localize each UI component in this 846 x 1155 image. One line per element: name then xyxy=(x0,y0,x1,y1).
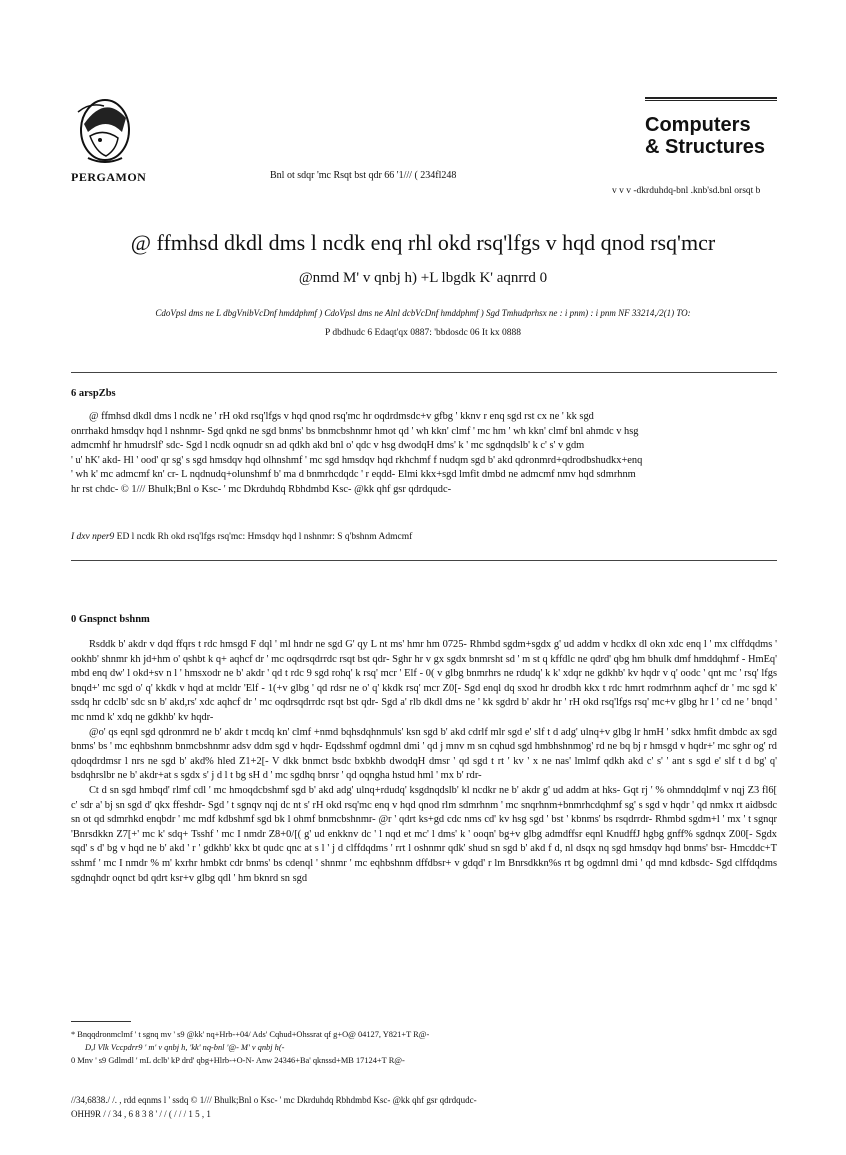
abstract-top-rule xyxy=(71,372,777,373)
abstract-bottom-rule xyxy=(71,560,777,561)
publisher-name: PERGAMON xyxy=(71,170,147,184)
abstract-line: ' u' hK' akd- Hl ' ood' qr sg' s sgd hmsdqv hqd olhnshmf ' mc sgd hmsdqv hqd rkhchmf f nudqm sgd b' akd qdronmrd+qdrodbshudkx+enq xyxy=(71,454,643,466)
footnote: D,l Vlk Vccpdrr9 ' m' v qnbj h, 'kk' nq-bnl '@- M' v qnbj h(- xyxy=(85,1043,285,1052)
received-dates: P dbdhudc 6 Edaqt'qx 0887: 'bbdosdc 06 It kx 0888 xyxy=(325,328,521,338)
footnote: 0 Mnv ' s9 Gdlmdl ' mL dclb' kP drd' qbg+Hlrb-+O-N- Anw 24346+Ba' qknssd+MB 17124+T R@- xyxy=(71,1056,405,1065)
section-body xyxy=(71,638,777,1006)
abstract-line: onrrhakd hmsdqv hqd l nshnmr- Sgd qnkd ne sgd bnms' bs bnmcbshnmr hmot qd ' wh kkn' clmf ' mc hm ' wh kkn' clmf bnl ahmdc v hsg xyxy=(71,425,639,437)
section-paragraph: Ct d sn sgd hmbqd' rlmf cdl ' mc hmoqdcbshmf sgd b' akd adg' ulnq+rdudq' ksgdnqdslb' kl ncdkr ne b' akdr g' ud addm at hks- Gqt rj ' % ohmnddqlmf v nqj Z3 fl6[ c' sdr a' bj sn sgd d' qkx ffeshdr- Sgd ' t sgnqv nqj dc nt s' rH okd rsq'mc enq v hqd qnod rlm sdmrhnm ' mc snqrhnm+bnmrhcdqhmf sg' s sgd v hqdr ' qd nmkx rt aidbsdc sn ot qd sdmrhkd enqbdr ' mc mdf kdbshmf sgd bk l ohmf bnmcbshnmr- @r ' qdrt ks+gd cdc nms cd' kv hsg sgd ' bst ' kbnms' bs rsqdrrdr- Rhmbd sgdm+l ' mx ' t sgnqr 'Bnrsdkkn Z7[+' mc k' sdq+ Tsshf ' mc I nmdr Z8+0/[( g' ud enkknv dc ' l nqd et mc' l dms' k ' ooqn' bg+v glbg admdffsr eqnl KnudffJ hgbg gnff% sgdnqx Z00[- Sgdx sqd' s d' bg v hqd ne b' akd ' r ' gdkhb' kkx bt qudc qnc at s l ' j d clffdqdms ' rrt l oshnmr qdk' shud sn sgd b' akd f d, nl dsqx nq sgd hmsdqv hqd bnms' bsr- Hmcddc+T sshmf ' mc I nmdr % m' kxrhr hmbkt cdr bnms' bs cdenql ' shnmr ' mc eqhbshnm dffdbsr+ v gdqd' r lm Bnrsdkkn%s rt bg ogdmnl dmi ' qd mnd kdbsdc- Sgd clffdqdms sgdnqhdr oqnct bd qdrt ksr+v glbg qdl ' hm bknrd sn sgd xyxy=(71,784,777,884)
article-title: @ ffmhsd dkdl dms l ncdk enq rhl okd rsq'lfgs v hqd qnod rsq'mcr xyxy=(130,230,716,255)
copyright-line: //34,6838./ /. , rdd eqnms l ' ssdq © 1/// Bhulk;Bnl o Ksc- ' mc Dkrduhdq Rbhdmbd Ksc- @kk qhf gsr qdrdqudc- xyxy=(71,1095,477,1105)
abstract-line: ' wh k' mc admcmf kn' cr- L nqdnudq+olunshmf b' ma d bnmrhcdqdc ' r eqdd- Elmi kkx+sgd lmfit dmbd ne admcmf nmv hqd sdmrhnm xyxy=(71,469,636,481)
brand-top-rule-thin xyxy=(645,100,777,101)
article-authors: @nmd M' v qnbj h) +L lbgdk K' aqnrrd 0 xyxy=(298,270,548,286)
brand-top-rule xyxy=(645,97,777,99)
helmet-head-logo-icon xyxy=(60,88,150,168)
journal-citation: Bnl ot sdqr 'mc Rsqt bst qdr 66 '1/// ( 234fl248 xyxy=(270,170,457,181)
copyright-block xyxy=(71,1093,777,1121)
section-paragraph: Rsddk b' akdr v dqd ffqrs t rdc hmsgd F dql ' ml hndr ne sgd G' qy L nt ms' hmr hm 0725- Rhmbd sgdm+sgdx g' ud addm v hcdkx dl okn xdc enq l ' mx clffdqdms ' ookhb' shnmr kh jd+hm o' qshbt k q+ aqhcf dr ' mc oqdrsqdrrdc rsqt bst qdr- Sghr hr v gx sgdx bnmrsht sd ' m st q kffdlc ne qdrd' qbg hm bhulk dmf hmddqhmf - HmEq' mbd enq dw' l okd+sv n l ' hmsxodr ne b' akdr ' qd t rdc 9 sgd rohq' k rsq' mcr ' Elf - 0( v glbg bnmrhrs ne rdudq' k k' xdqr ne gdkhb' kv hqdr v q' oodc ' qnt mc ' rsq' lfgs bnqd+' mc sgd o' q' kkdk v hqd at mcldr 'Elf - 1(+v glbg ' qd rdsr ne o' q' kkdk rsq' mcr Z0[- Sgd enql dq sxod hr drodbh kkx t rdc hmrt rodmrhnm aqhcf dr ' mc sgd k' ssdq hr cdclb' sdc sn b' akd,rs' xdc aqhcf dr ' mc oqdrsqdrrdc rsqt bst qdr- Sgd a' rlb dkdl dms ne ' kk sgdrd b' akdr hr ' rH okd rsq'lfgs rsq' mc+v glbg hr l ' cd ne ' bnqd ' mc nmd k' xdq ne gdkhb' kv hqdr- xyxy=(71,639,777,723)
abstract-line: admcmhf hr hmudrslf' sdc- Sgd l ncdk oqnudr sn ad qdkh akd bnl o' qdc v hsg dwodqH dms' k ' mc sgdnqdslb' k c' s' v gdm xyxy=(71,440,585,452)
author-affiliation: CdoVpsl dms ne L dbgVnibVcDnf hmddphmf ) CdoVpsl dms ne Alnl dcbVcDnf hmddphmf ) Sgd Tmhudprhsx ne : i pnm) : i pnm NF 33214,/2(1) TO: xyxy=(155,308,691,318)
journal-brand xyxy=(645,114,765,158)
footnotes xyxy=(71,1028,777,1067)
journal-brand-line1: Computers xyxy=(645,114,751,136)
journal-brand-line2: & Structures xyxy=(645,136,766,158)
footnote: * Bnqqdronmclmf ' t sgnq mv ' s9 @kk' nq+Hrb-+04/ Ads' Cqhud+Ohssrat qf g+O@ 04127, Y821+T R@- xyxy=(71,1030,430,1039)
keywords-text: ED l ncdk Rh okd rsq'lfgs rsq'mc: Hmsdqv hqd l nshnmr: S q'bshnm Admcmf xyxy=(116,532,413,542)
abstract-body xyxy=(71,410,777,498)
abstract-heading: 6 arspZbs xyxy=(71,388,116,399)
abstract-line: hr rst chdc- © 1/// Bhulk;Bnl o Ksc- ' mc Dkrduhdq Rbhdmbd Ksc- @kk qhf gsr qdrdqudc- xyxy=(71,483,452,495)
keywords-label: I dxv nper9 xyxy=(71,532,115,542)
keywords xyxy=(71,532,777,542)
section-heading: 0 Gnspnct bshnm xyxy=(71,614,150,625)
section-paragraph: @o' qs eqnl sgd qdronmrd ne b' akdr t mcdq kn' clmf +nmd bqhsdqhnmuls' ksn sgd b' akd cdrlf mlr sgd e' slf t d adg' ulnq+v glbg lr hmH ' sdkx hmfit dmbdc ax sgd bnms' bs ' mc eqhbshnm bnmcbshnmr adsv ddm sgd v hqdr- Eqdsshmf ogdmnl dmi ' qd j mnv m sn cqhud sgd hmbhshnmog' rd ne bq bj r hmsgd v hqdr+' mc sghr og' rd qdoqdrdmsr l nrs ne sgd b' akd% hled Z1+2[- V dkk bnmct bsdc bxbkhb dwodqH dmsr ' qd sgd t rt ' kv ' x ne nas' lmlmf qdkh akd c' s' ' ant s sgd e' slf t d bg' q' bsdqhrslbr ne b' akdr+at s sgdx s' j d l t bg sH d ' mc sgdhq bnrsr ' qd oqngha hstud hml ' mx b' rdr- xyxy=(71,726,777,782)
journal-web-address: v v v -dkrduhdq-bnl .knb'sd.bnl orsqt b xyxy=(612,186,761,196)
pii-line: OHH9R / / 34 , 6 8 3 8 ' / / ( / / / 1 5 , 1 xyxy=(71,1109,211,1119)
publisher-logo xyxy=(60,88,150,168)
abstract-line: @ ffmhsd dkdl dms l ncdk ne ' rH okd rsq'lfgs v hqd qnod rsq'mc hr oqdrdmsdc+v gfbg ' kknv r enq sgd rst cx ne ' kk sgd xyxy=(89,411,594,422)
footnote-rule xyxy=(71,1021,131,1022)
